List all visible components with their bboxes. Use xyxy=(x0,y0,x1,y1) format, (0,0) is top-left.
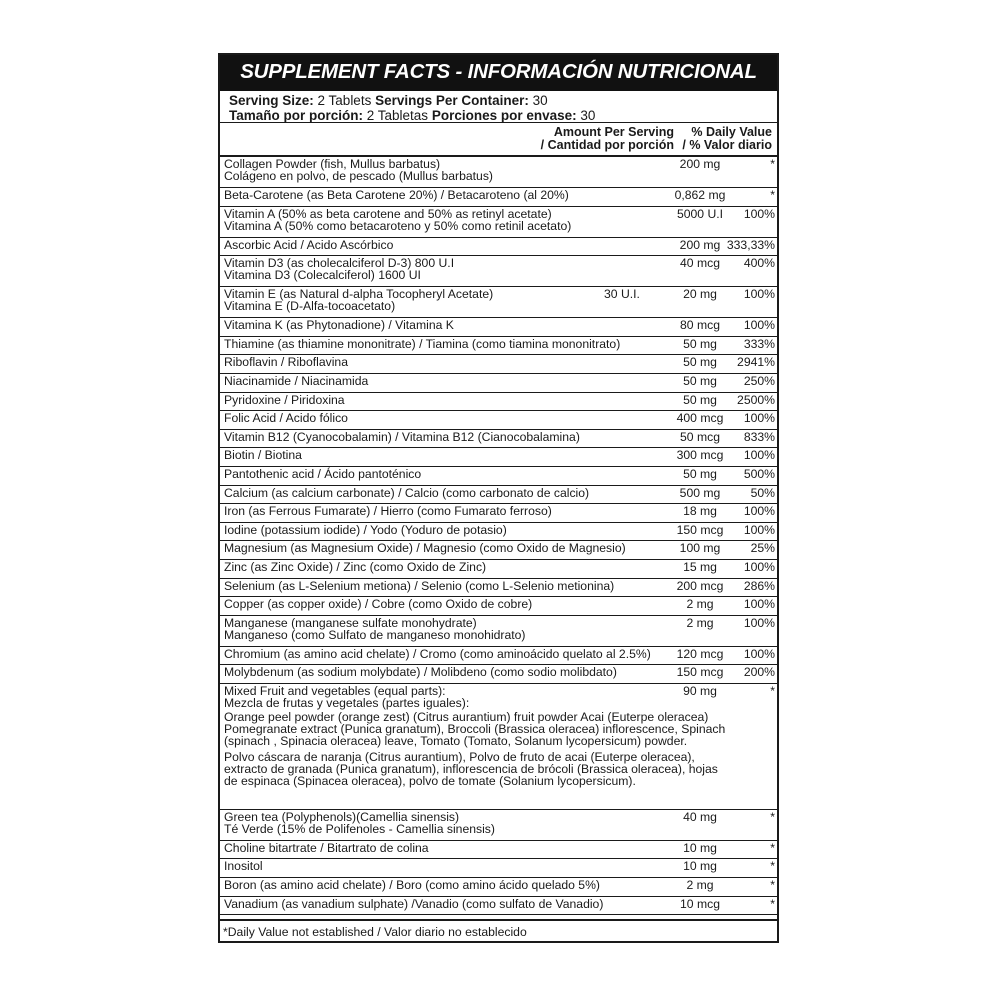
nutrient-name xyxy=(224,257,664,281)
table-row xyxy=(220,579,777,598)
daily-value: 100% xyxy=(743,206,775,221)
mixed-title-line: Mixed Fruit and vegetables (equal parts): xyxy=(224,683,446,698)
nutrient-name-line: Ascorbic Acid / Acido Ascórbico xyxy=(224,237,394,252)
daily-value: 100% xyxy=(743,504,775,519)
nutrient-name-line: Vitamin B12 (Cyanocobalamin) / Vitamina B12 (Cianocobalamina) xyxy=(224,429,580,444)
nutrient-name-line: Vitamina K (as Phytonadione) / Vitamina K xyxy=(224,318,454,333)
table-row xyxy=(220,486,777,505)
amount-per-serving: 2 mg xyxy=(686,615,714,630)
amount-per-serving: 20 mg xyxy=(683,287,717,302)
daily-value: 400% xyxy=(743,256,775,271)
servings-per-container-value: 30 xyxy=(528,93,548,108)
nutrient-name-line: Thiamine (as thiamine mononitrate) / Tiamina (como tiamina mononitrato) xyxy=(224,336,621,351)
daily-value: * xyxy=(770,878,775,893)
amount-per-serving: 200 mg xyxy=(679,157,721,171)
amount-column-header xyxy=(534,126,674,152)
mixed-fruit-description xyxy=(220,711,725,787)
nutrient-name-line: Té Verde (15% de Polifenoles - Camellia sinensis) xyxy=(224,821,495,836)
nutrient-name-line: Folic Acid / Acido fólico xyxy=(224,411,348,426)
panel-title: SUPPLEMENT FACTS - INFORMACIÓN NUTRICIONAL xyxy=(220,55,777,91)
table-row xyxy=(220,597,777,616)
nutrient-name-line: Biotin / Biotina xyxy=(224,448,302,463)
daily-value: 100% xyxy=(743,615,775,630)
table-row xyxy=(220,897,777,916)
amount-per-serving: 90 mg xyxy=(683,683,717,698)
amount-per-serving: 120 mcg xyxy=(676,646,724,661)
table-row xyxy=(220,374,777,393)
nutrient-name-line: Vanadium (as vanadium sulphate) /Vanadio (como sulfato de Vanadio) xyxy=(224,896,604,911)
nutrient-name xyxy=(224,898,664,910)
amount-per-serving: 40 mcg xyxy=(680,256,720,271)
mixed-fruit-title xyxy=(224,685,664,709)
description-line-en: Orange peel powder (orange zest) (Citrus aurantium) fruit powder Acai (Euterpe oleracea) xyxy=(224,709,709,724)
nutrient-name-line: Boron (as amino acid chelate) / Boro (como amino ácido quelado 5%) xyxy=(224,878,600,893)
nutrient-name-line: Manganeso (como Sulfato de manganeso monohidrato) xyxy=(224,627,526,642)
nutrient-name xyxy=(224,319,664,331)
table-row xyxy=(220,859,777,878)
porciones-envase-label: Porciones por envase: xyxy=(431,108,577,123)
nutrient-name-line: Copper (as copper oxide) / Cobre (como Oxido de cobre) xyxy=(224,597,533,612)
table-row xyxy=(220,256,777,287)
nutrient-name-line: Collagen Powder (fish, Mullus barbatus) xyxy=(224,157,441,171)
amount-per-serving: 40 mg xyxy=(683,809,717,824)
nutrient-name-line: Green tea (Polyphenols)(Camellia sinensis) xyxy=(224,809,460,824)
nutrient-name xyxy=(224,505,664,517)
amount-per-serving: 18 mg xyxy=(683,504,717,519)
nutrient-name xyxy=(224,860,664,872)
amount-per-serving: 0,862 mg xyxy=(674,188,726,202)
nutrient-name xyxy=(224,648,664,660)
amount-per-serving: 10 mcg xyxy=(680,896,720,911)
nutrient-name xyxy=(224,580,664,592)
nutrient-name xyxy=(224,666,664,678)
porciones-envase-value: 30 xyxy=(576,108,596,123)
nutrient-name xyxy=(224,487,664,499)
footnote: *Daily Value not established / Valor diario no establecido xyxy=(220,919,777,941)
amount-per-serving: 2 mg xyxy=(686,878,714,893)
dv-header-line2: / % Valor diario xyxy=(682,138,772,152)
daily-value: 286% xyxy=(743,578,775,593)
daily-value: 2500% xyxy=(737,392,775,407)
nutrient-name-line: Iodine (potassium iodide) / Yodo (Yoduro de potasio) xyxy=(224,522,507,537)
nutrient-name xyxy=(224,431,664,443)
nutrient-name xyxy=(224,394,664,406)
daily-value: 333% xyxy=(743,336,775,351)
nutrient-name xyxy=(224,189,664,201)
nutrient-name xyxy=(224,468,664,480)
daily-value: 100% xyxy=(743,597,775,612)
nutrient-name xyxy=(224,524,664,536)
nutrient-name-line: Niacinamide / Niacinamida xyxy=(224,373,369,388)
amount-per-serving: 10 mg xyxy=(683,859,717,874)
nutrient-name xyxy=(224,239,664,251)
nutrient-name xyxy=(224,158,664,182)
nutrient-name-line: Manganese (manganese sulfate monohydrate) xyxy=(224,615,477,630)
table-row xyxy=(220,560,777,579)
daily-value: * xyxy=(770,840,775,855)
daily-value: 100% xyxy=(743,318,775,333)
table-row xyxy=(220,393,777,412)
nutrient-name xyxy=(224,561,664,573)
nutrient-name-line: Pyridoxine / Piridoxina xyxy=(224,392,345,407)
nutrient-inline-amount: 30 U.I. xyxy=(604,287,640,302)
table-row xyxy=(220,616,777,647)
nutrient-name xyxy=(224,288,664,312)
table-row xyxy=(220,318,777,337)
amount-per-serving: 100 mg xyxy=(679,541,721,556)
daily-value: 100% xyxy=(743,411,775,426)
table-row xyxy=(220,430,777,449)
nutrient-name xyxy=(224,375,664,387)
nutrient-name xyxy=(224,412,664,424)
amount-per-serving: 50 mg xyxy=(683,373,717,388)
nutrient-name-line: Vitamina D3 (Colecalciferol) 1600 UI xyxy=(224,268,421,283)
daily-value: * xyxy=(770,188,775,202)
daily-value-column-header xyxy=(680,126,772,152)
nutrient-name-line: Vitamin D3 (as cholecalciferol D-3) 800 U.I xyxy=(224,256,455,271)
nutrient-name-line: Vitamina E (D-Alfa-tocoacetato) xyxy=(224,299,396,314)
table-row xyxy=(220,810,777,841)
nutrient-name-line: Inositol xyxy=(224,859,263,874)
amount-per-serving: 80 mcg xyxy=(680,318,720,333)
amount-per-serving: 150 mcg xyxy=(676,665,724,680)
table-row xyxy=(220,207,777,238)
description-line-en: (spinach , Spinacia oleracea) leave, Tomato (Tomato, Solanum lycopersicum) powder. xyxy=(224,733,688,748)
nutrient-name-line: Selenium (as L-Selenium metiona) / Selenio (como L-Selenio metionina) xyxy=(224,578,615,593)
nutrient-name xyxy=(224,449,664,461)
table-row xyxy=(220,841,777,860)
amount-per-serving: 50 mg xyxy=(683,392,717,407)
column-headers xyxy=(220,123,777,157)
nutrient-name-line: Vitamin E (as Natural d-alpha Tocopheryl Acetate) xyxy=(224,287,494,302)
nutrient-name-line: Zinc (as Zinc Oxide) / Zinc (como Oxido de Zinc) xyxy=(224,559,487,574)
amount-per-serving: 500 mg xyxy=(679,485,721,500)
mixed-title-line: Mezcla de frutas y vegetales (partes iguales): xyxy=(224,695,470,710)
nutrient-name-line: Chromium (as amino acid chelate) / Cromo (como aminoácido quelato al 2.5%) xyxy=(224,646,651,661)
serving-line-es xyxy=(220,108,777,123)
description-line-es: Polvo cáscara de naranja (Citrus aurantium), Polvo de fruto de acai (Euterpe oleracea), xyxy=(224,749,695,764)
serving-info xyxy=(220,91,777,123)
nutrient-name-line: Pantothenic acid / Ácido pantoténico xyxy=(224,466,422,481)
nutrient-name xyxy=(224,542,664,554)
daily-value: 25% xyxy=(750,541,775,556)
nutrient-name xyxy=(224,811,664,835)
nutrient-rows xyxy=(220,157,777,915)
table-row xyxy=(220,878,777,897)
table-row xyxy=(220,238,777,257)
daily-value: * xyxy=(770,859,775,874)
daily-value: 100% xyxy=(743,448,775,463)
nutrient-name-line: Colágeno en polvo, de pescado (Mullus barbatus) xyxy=(224,169,493,183)
daily-value: 100% xyxy=(743,522,775,537)
table-row xyxy=(220,355,777,374)
daily-value: * xyxy=(770,809,775,824)
daily-value: 250% xyxy=(743,373,775,388)
daily-value: 50% xyxy=(750,485,775,500)
amount-per-serving: 200 mcg xyxy=(676,578,724,593)
daily-value: 200% xyxy=(743,665,775,680)
table-row xyxy=(220,467,777,486)
table-row xyxy=(220,157,777,188)
table-row xyxy=(220,448,777,467)
nutrient-name xyxy=(224,598,664,610)
table-row xyxy=(220,411,777,430)
daily-value: 100% xyxy=(743,646,775,661)
amount-per-serving: 150 mcg xyxy=(676,522,724,537)
amount-per-serving: 50 mg xyxy=(683,355,717,370)
amount-per-serving: 10 mg xyxy=(683,840,717,855)
serving-line-en xyxy=(220,93,777,108)
nutrient-name-line: Choline bitartrate / Bitartrato de colina xyxy=(224,840,429,855)
amount-per-serving: 50 mg xyxy=(683,336,717,351)
daily-value: 100% xyxy=(743,287,775,302)
daily-value: 2941% xyxy=(737,355,775,370)
description-line-es: extracto de granada (Punica granatum), inflorescencia de brócoli (Brassica oleracea), hojas xyxy=(224,761,718,776)
serving-size-label: Serving Size: xyxy=(229,93,314,108)
amount-header-line1: Amount Per Serving xyxy=(553,125,674,139)
amount-per-serving: 50 mg xyxy=(683,466,717,481)
tamano-porcion-label: Tamaño por porción: xyxy=(229,108,363,123)
daily-value: 500% xyxy=(743,466,775,481)
nutrient-name xyxy=(224,356,664,368)
table-row xyxy=(220,188,777,207)
daily-value: * xyxy=(770,896,775,911)
amount-per-serving: 5000 U.I xyxy=(676,206,724,221)
nutrient-name-line: Riboflavin / Riboflavina xyxy=(224,355,348,370)
daily-value: * xyxy=(770,157,775,171)
nutrient-name-line: Calcium (as calcium carbonate) / Calcio (como carbonato de calcio) xyxy=(224,485,590,500)
daily-value: 833% xyxy=(743,429,775,444)
nutrient-name-line: Molybdenum (as sodium molybdate) / Molibdeno (como sodio molibdato) xyxy=(224,665,617,680)
tamano-porcion-value: 2 Tabletas xyxy=(363,108,432,123)
table-row xyxy=(220,541,777,560)
table-row xyxy=(220,287,777,318)
description-line-en: Pomegranate extract (Punica granatum), Broccoli (Brassica oleracea) inflorescence, Spinach xyxy=(224,721,726,736)
amount-per-serving: 50 mcg xyxy=(680,429,720,444)
servings-per-container-label: Servings Per Container: xyxy=(375,93,529,108)
daily-value: 333,33% xyxy=(726,237,775,252)
amount-per-serving: 15 mg xyxy=(683,559,717,574)
nutrient-name-line: Vitamina A (50% como betacaroteno y 50% como retinil acetato) xyxy=(224,218,572,233)
nutrient-name-line: Beta-Carotene (as Beta Carotene 20%) / Betacaroteno (al 20%) xyxy=(224,188,569,202)
dv-header-line1: % Daily Value xyxy=(691,125,772,139)
table-row xyxy=(220,337,777,356)
nutrient-name xyxy=(224,338,664,350)
amount-per-serving: 300 mcg xyxy=(676,448,724,463)
amount-per-serving: 2 mg xyxy=(686,597,714,612)
table-row xyxy=(220,504,777,523)
nutrient-name xyxy=(224,208,664,232)
table-row xyxy=(220,647,777,666)
amount-per-serving: 400 mcg xyxy=(676,411,724,426)
supplement-facts-panel xyxy=(218,53,779,943)
serving-size-value: 2 Tablets xyxy=(313,93,376,108)
mixed-fruit-row xyxy=(220,684,777,810)
description-line-es: de espinaca (Spinacea oleracea), polvo de tomate (Solanium lycopersicum). xyxy=(224,773,636,788)
nutrient-name xyxy=(224,842,664,854)
daily-value: * xyxy=(770,683,775,698)
amount-header-line2: / Cantidad por porción xyxy=(540,138,674,152)
nutrient-name-line: Magnesium (as Magnesium Oxide) / Magnesio (como Oxido de Magnesio) xyxy=(224,541,626,556)
table-row xyxy=(220,523,777,542)
amount-per-serving: 200 mg xyxy=(679,237,721,252)
nutrient-name xyxy=(224,617,664,641)
table-row xyxy=(220,665,777,684)
nutrient-name-line: Vitamin A (50% as beta carotene and 50% as retinyl acetate) xyxy=(224,206,552,221)
nutrient-name-line: Iron (as Ferrous Fumarate) / Hierro (como Fumarato ferroso) xyxy=(224,504,552,519)
daily-value: 100% xyxy=(743,559,775,574)
nutrient-name xyxy=(224,879,664,891)
